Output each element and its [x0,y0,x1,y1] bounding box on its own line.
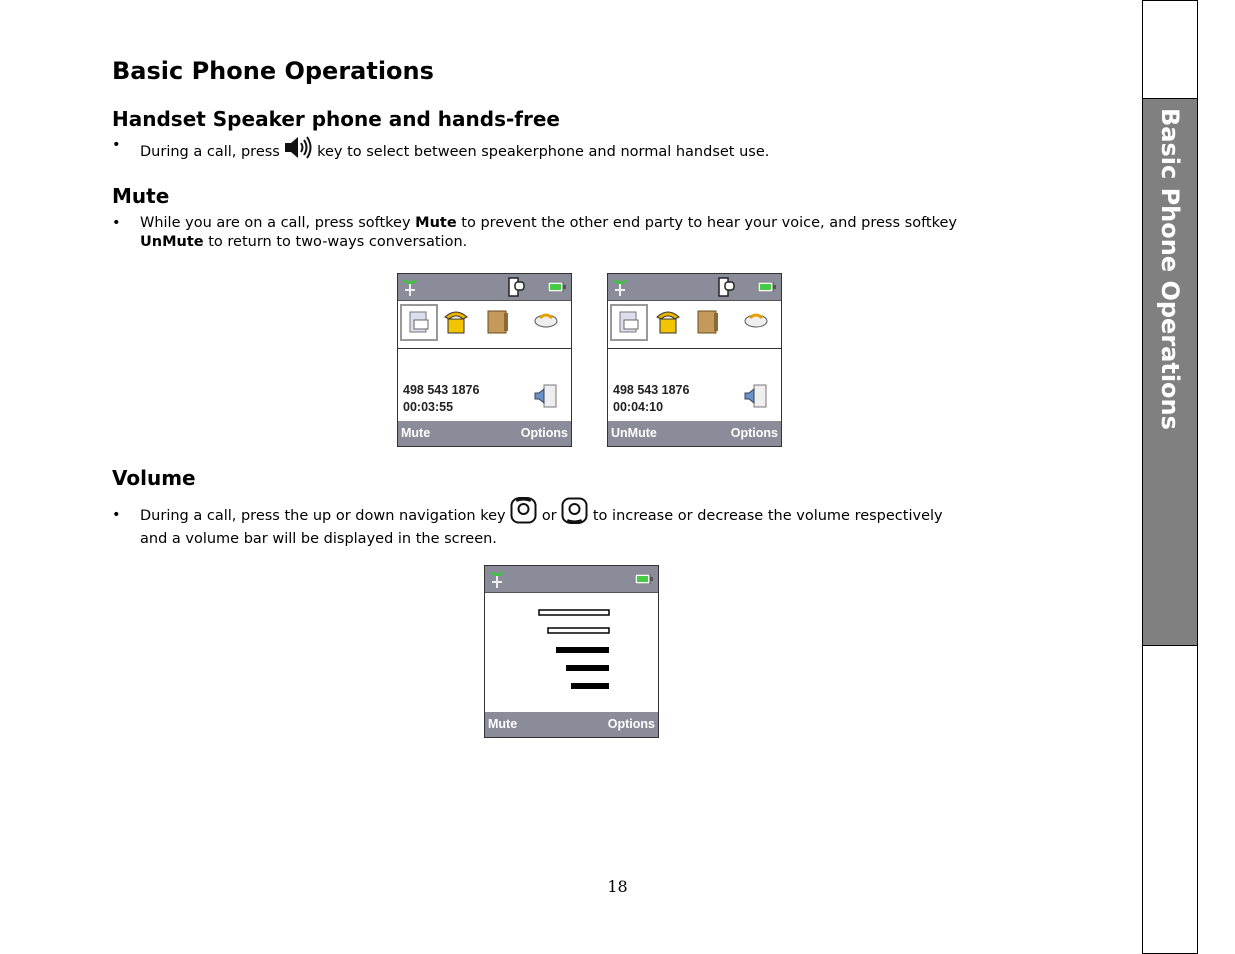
battery-icon [635,574,653,584]
speaker-bullet: • During a call, press key to select between speakerphone and normal handset use. [112,136,1042,166]
signal-icon [402,277,418,297]
softkey-bar [398,421,571,446]
page-title: Basic Phone Operations [112,57,434,85]
volume-step [556,647,609,653]
nav-up-key-icon [510,497,537,530]
battery-icon [758,282,776,292]
softkey-left[interactable]: Mute [488,717,518,731]
phone-icon [443,307,469,335]
volume-bar [485,593,658,713]
softkey-left[interactable]: UnMute [611,426,657,440]
caller-number: 498 543 1876 [613,383,690,397]
battery-icon [548,282,566,292]
message-icon [400,304,438,341]
mute-bullet: • While you are on a call, press softkey Mute to prevent the other end party to hear your voice, and press softkey UnMute to return to two-ways conversation. [112,215,957,250]
section-heading-speaker: Handset Speaker phone and hands-free [112,107,560,131]
menu-icon-row [608,301,781,349]
section-heading-volume: Volume [112,466,196,490]
nav-down-key-icon [561,497,588,530]
call-timer: 00:04:10 [613,400,664,414]
call-timer: 00:03:55 [403,400,454,414]
softkey-left[interactable]: Mute [401,426,431,440]
volume-step [566,665,609,671]
side-tab-label: Basic Phone Operations [1156,108,1184,430]
caller-number: 498 543 1876 [403,383,480,397]
settings-icon [532,310,560,332]
call-screen-unmute [607,273,782,447]
settings-icon [742,310,770,332]
handsfree-icon [534,384,558,408]
volume-step [571,683,609,689]
handset-connected-icon [718,277,736,298]
phone-icon [655,307,681,335]
page-number: 18 [607,877,628,896]
handset-connected-icon [508,277,526,298]
softkey-bar [608,421,781,446]
volume-bullet: • During a call, press the up or down navigation key or to increase or decrease the volume respectively and a volume bar will be displayed in the screen. [112,497,1042,549]
status-bar [608,274,781,301]
side-tab-top [1142,0,1198,98]
status-bar [485,566,658,593]
phonebook-icon [695,309,721,335]
menu-icon-row [398,301,571,349]
softkey-bar [485,712,658,737]
softkey-right[interactable]: Options [520,426,568,440]
message-icon [610,304,648,341]
volume-step [539,610,609,615]
softkey-right[interactable]: Options [607,717,655,731]
side-tab-bottom [1142,646,1198,954]
status-bar [398,274,571,301]
section-heading-mute: Mute [112,184,170,208]
speaker-key-icon [284,136,312,166]
handsfree-icon [744,384,768,408]
volume-step [548,628,609,633]
phonebook-icon [485,309,511,335]
volume-screen [484,565,659,738]
signal-icon [489,569,505,589]
softkey-right[interactable]: Options [730,426,778,440]
signal-icon [612,277,628,297]
call-screen-mute [397,273,572,447]
